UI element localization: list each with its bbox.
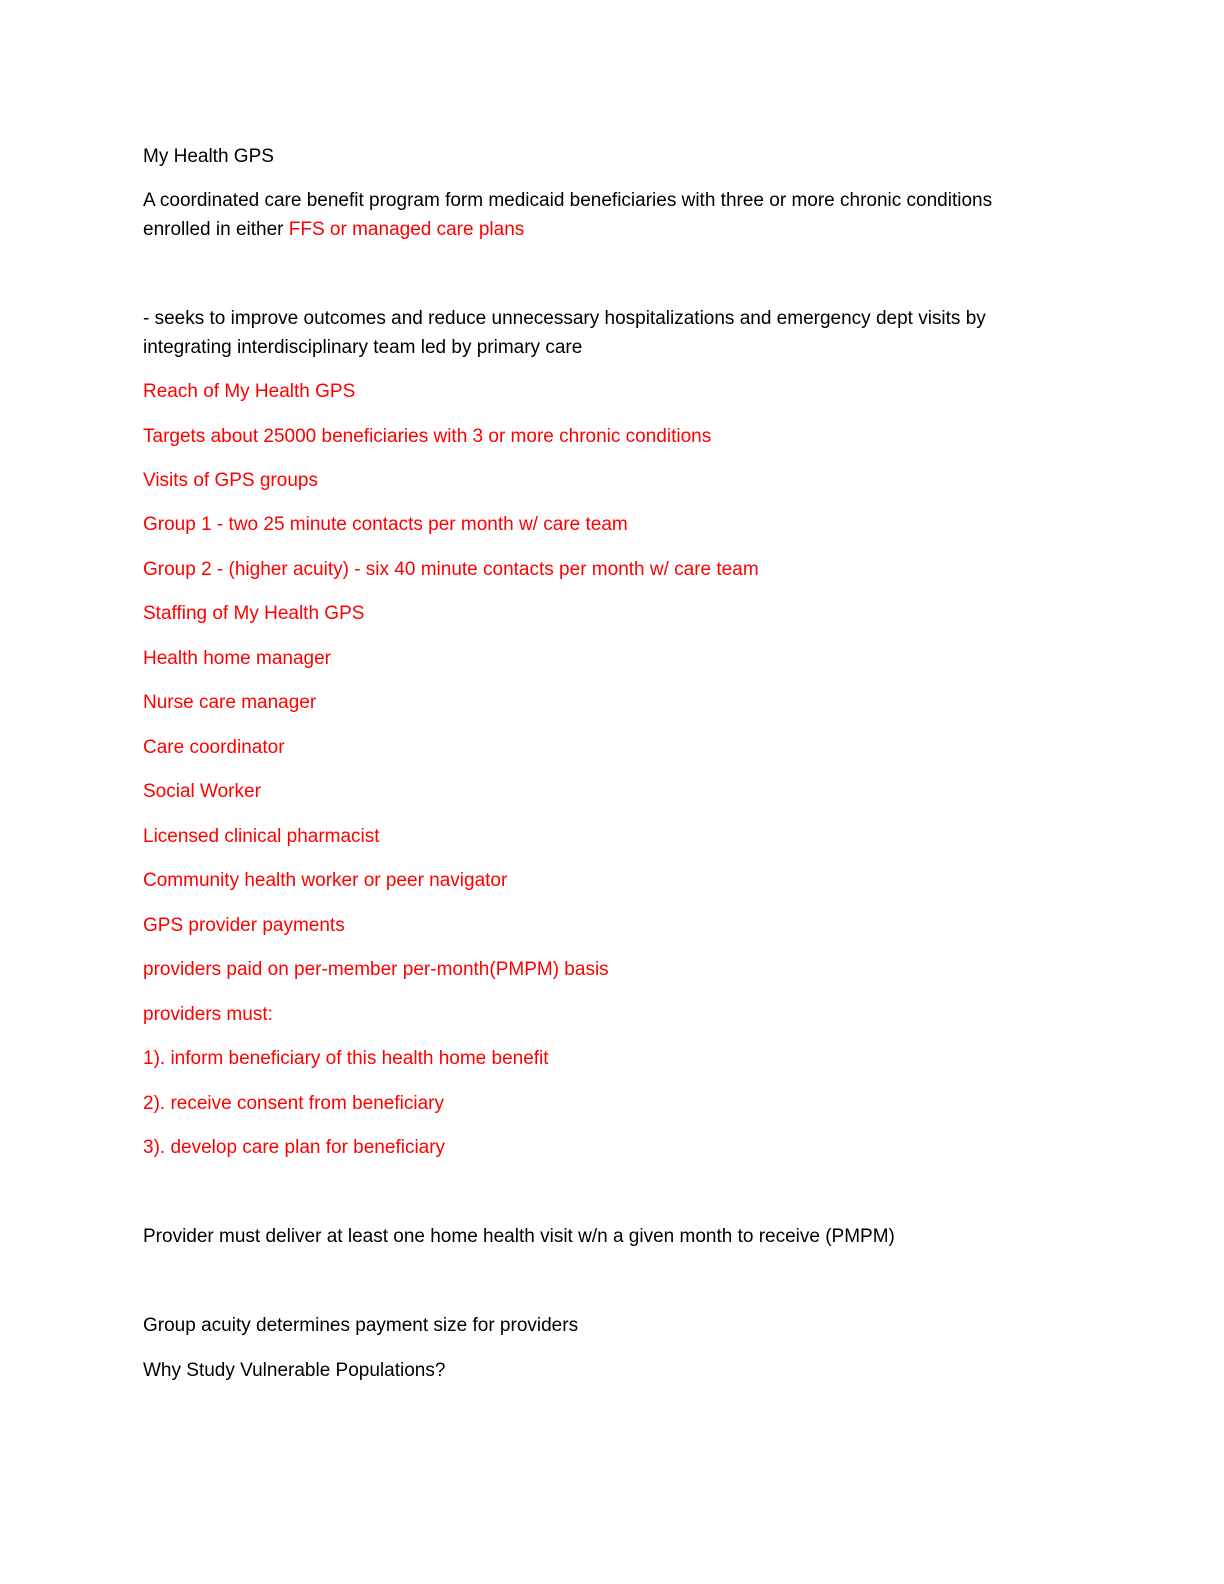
red-item: 3). develop care plan for beneficiary	[143, 1137, 446, 1158]
intro-highlight: FFS or managed care plans	[288, 219, 525, 240]
why-study-line: Why Study Vulnerable Populations?	[143, 1360, 446, 1381]
intro-line-1: A coordinated care benefit program form medicaid beneficiaries with three or more chronic conditions	[143, 190, 993, 211]
red-item: Staffing of My Health GPS	[143, 603, 365, 624]
red-item: Social Worker	[143, 781, 261, 802]
seeks-line-1: - seeks to improve outcomes and reduce unnecessary hospitalizations and emergency dept visits by	[143, 308, 986, 329]
red-item: providers must:	[143, 1004, 273, 1025]
red-item: Visits of GPS groups	[143, 470, 318, 491]
red-item: Health home manager	[143, 648, 331, 669]
document-title: My Health GPS	[143, 146, 274, 167]
red-item: Group 2 - (higher acuity) - six 40 minute contacts per month w/ care team	[143, 559, 759, 580]
red-item: providers paid on per-member per-month(PMPM) basis	[143, 959, 609, 980]
intro-line-2-prefix: enrolled in either	[143, 219, 289, 240]
red-item: Licensed clinical pharmacist	[143, 826, 380, 847]
red-item: Targets about 25000 beneficiaries with 3 or more chronic conditions	[143, 426, 712, 447]
seeks-line-2: integrating interdisciplinary team led by primary care	[143, 337, 583, 358]
red-item: 2). receive consent from beneficiary	[143, 1093, 444, 1114]
intro-line-2	[143, 215, 1073, 244]
red-item: Reach of My Health GPS	[143, 381, 356, 402]
red-item: GPS provider payments	[143, 915, 345, 936]
red-item: Community health worker or peer navigator	[143, 870, 508, 891]
provider-visit-line: Provider must deliver at least one home health visit w/n a given month to receive (PMPM)	[143, 1226, 895, 1247]
red-item: Group 1 - two 25 minute contacts per month w/ care team	[143, 514, 628, 535]
red-item: Nurse care manager	[143, 692, 317, 713]
red-item: 1). inform beneficiary of this health home benefit	[143, 1048, 549, 1069]
group-acuity-line: Group acuity determines payment size for providers	[143, 1315, 579, 1336]
red-item: Care coordinator	[143, 737, 285, 758]
